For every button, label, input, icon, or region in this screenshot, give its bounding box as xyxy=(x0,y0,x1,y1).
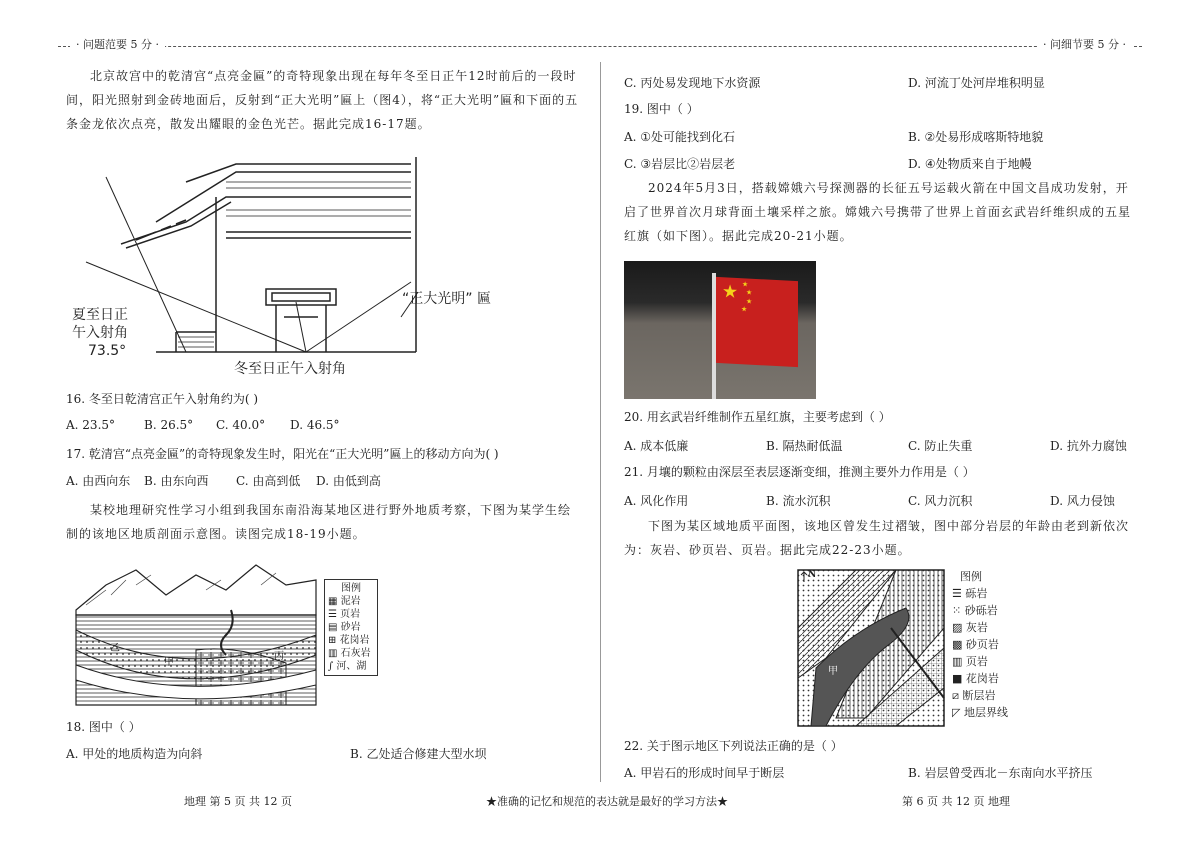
flag-small-star-icon: ★ xyxy=(742,280,749,289)
plan-map xyxy=(796,568,946,728)
q18-option-a: A. 甲处的地质构造为向斜 xyxy=(66,747,203,761)
figure-geologic-profile xyxy=(66,555,456,715)
intro-22-23: 下图为某区域地质平面图，该地区曾发生过褶皱，图中部分岩层的年龄由老到新依次为：灰岩、砂页岩、页岩。据此完成22-23小题。 xyxy=(624,519,1130,557)
q16-stem: 16. 冬至日乾清宫正午入射角约为( ) xyxy=(66,392,259,406)
legend-label: 河、湖 xyxy=(336,661,367,672)
map-legend-item: ⧄ 断层岩 xyxy=(952,689,996,702)
map-legend xyxy=(952,568,1008,721)
summer-angle-label xyxy=(72,306,128,360)
legend-item: ▤ 砂岩 xyxy=(328,622,361,633)
footer-right: 第 6 页 共 12 页 地理 xyxy=(902,795,1010,808)
legend-item: ⊞ 花岗岩 xyxy=(328,635,370,646)
intro-16-17: 北京故宫中的乾清宫“点亮金匾”的奇特现象出现在每年冬至日正午12时前后的一段时间，阳光照射到金砖地面后，反射到“正大光明”匾上（图4），将“正大光明”匾和下面的五条金龙依次点亮，散发出耀眼的金色光芒。据此完成16-17题。 xyxy=(66,69,579,131)
q20-option-a: A. 成本低廉 xyxy=(624,439,689,453)
plaque-label: “正大光明” 匾 xyxy=(402,291,491,307)
q22-option-a: A. 甲岩石的形成时间早于断层 xyxy=(624,766,785,780)
label-jia-map: 甲 xyxy=(828,666,838,677)
flag-big-star-icon: ★ xyxy=(722,281,739,304)
legend-item: ▥ 石灰岩 xyxy=(328,648,371,659)
header-right: · 问细节要 5 分 · xyxy=(1037,36,1132,52)
figure-palace xyxy=(66,152,491,382)
q18-stem: 18. 图中（ ） xyxy=(66,720,141,734)
profile-diagram xyxy=(66,555,326,715)
header-left: · 问题范要 5 分 · xyxy=(70,36,165,52)
summer-angle-value: 73.5° xyxy=(88,343,127,359)
map-legend-item: ⁙ 砂砾岩 xyxy=(952,604,998,617)
q20-option-d: D. 抗外力腐蚀 xyxy=(1050,439,1127,453)
q17-option-c: C. 由高到低 xyxy=(236,474,301,488)
legend-item: ▦ 泥岩 xyxy=(328,596,361,607)
q17-option-b: B. 由东向西 xyxy=(144,474,209,488)
q19-option-a: A. ①处可能找到化石 xyxy=(624,130,736,144)
q19-option-b: B. ②处易形成喀斯特地貌 xyxy=(908,130,1044,144)
map-legend-label: 砂砾岩 xyxy=(964,604,998,617)
q21-option-a: A. 风化作用 xyxy=(624,494,689,508)
q17-stem: 17. 乾清宫“点亮金匾”的奇特现象发生时，阳光在“正大光明”匾上的移动方向为( ) xyxy=(66,447,499,461)
map-legend-label: 地层界线 xyxy=(963,706,1008,719)
map-legend-item: ▥ 页岩 xyxy=(952,655,988,668)
north-label: N xyxy=(808,570,817,580)
column-divider xyxy=(600,62,601,782)
legend-item: ☰ 页岩 xyxy=(328,609,361,620)
q20-option-b: B. 隔热耐低温 xyxy=(766,439,843,453)
legend-label: 泥岩 xyxy=(340,596,361,607)
label-bing: 丙 xyxy=(274,651,284,662)
legend-title: 图例 xyxy=(341,583,361,594)
label-jia: 甲 xyxy=(164,657,174,668)
map-legend-label: 砂页岩 xyxy=(965,638,999,651)
legend-label: 石灰岩 xyxy=(340,648,371,659)
flag-small-star-icon: ★ xyxy=(746,297,753,306)
q18-option-c: C. 丙处易发现地下水资源 xyxy=(624,76,761,90)
map-legend-title: 图例 xyxy=(960,570,982,583)
legend-label: 花岗岩 xyxy=(339,635,370,646)
q16-option-b: B. 26.5° xyxy=(144,418,194,432)
q20-option-c: C. 防止失重 xyxy=(908,439,973,453)
legend-item: ∫ 河、湖 xyxy=(328,661,367,672)
q19-option-d: D. ④处物质来自于地幔 xyxy=(908,157,1032,171)
map-legend-label: 砾岩 xyxy=(965,587,988,600)
q22-stem: 22. 关于图示地区下列说法正确的是（ ） xyxy=(624,739,843,753)
profile-legend xyxy=(324,579,378,676)
footer-center: ★准确的记忆和规范的表达就是最好的学习方法★ xyxy=(486,795,728,808)
q21-option-d: D. 风力侵蚀 xyxy=(1050,494,1115,508)
footer-left: 地理 第 5 页 共 12 页 xyxy=(184,795,292,808)
flag-small-star-icon: ★ xyxy=(741,305,748,314)
q20-stem: 20. 用玄武岩纤维制作五星红旗，主要考虑到（ ） xyxy=(624,410,891,424)
header-rule xyxy=(58,46,1142,47)
map-legend-item: ■ 花岗岩 xyxy=(952,672,999,685)
map-legend-item: ▩ 砂页岩 xyxy=(952,638,999,651)
intro-18-19: 某校地理研究性学习小组到我国东南沿海某地区进行野外地质考察，下图为某学生绘制的该地区地质剖面示意图。读图完成18-19小题。 xyxy=(66,503,572,541)
winter-angle-label: 冬至日正午入射角 xyxy=(234,361,346,377)
q19-stem: 19. 图中（ ） xyxy=(624,102,699,116)
q16-option-a: A. 23.5° xyxy=(66,418,116,432)
q17-option-a: A. 由西向东 xyxy=(66,474,131,488)
flag-photo xyxy=(624,261,816,399)
summer-label-line1: 夏至日正 xyxy=(72,307,128,323)
q21-option-c: C. 风力沉积 xyxy=(908,494,973,508)
q18-option-d: D. 河流丁处河岸堆积明显 xyxy=(908,76,1045,90)
q21-option-b: B. 流水沉积 xyxy=(766,494,831,508)
map-legend-label: 断层岩 xyxy=(962,689,996,702)
label-yi: 乙 xyxy=(110,643,120,654)
map-legend-label: 灰岩 xyxy=(965,621,988,634)
q17-option-d: D. 由低到高 xyxy=(316,474,381,488)
q22-option-b: B. 岩层曾受西北－东南向水平挤压 xyxy=(908,766,1093,780)
legend-label: 砂岩 xyxy=(340,622,361,633)
map-legend-item: ☰ 砾岩 xyxy=(952,587,988,600)
map-legend-item: ▨ 灰岩 xyxy=(952,621,988,634)
q16-option-c: C. 40.0° xyxy=(216,418,266,432)
flag-small-star-icon: ★ xyxy=(746,288,753,297)
q18-option-b: B. 乙处适合修建大型水坝 xyxy=(350,747,487,761)
q21-stem: 21. 月壤的颗粒由深层至表层逐渐变细，推测主要外力作用是（ ） xyxy=(624,465,975,479)
q16-option-d: D. 46.5° xyxy=(290,418,340,432)
intro-20-21: 2024年5月3日，搭载嫦娥六号探测器的长征五号运载火箭在中国文昌成功发射，开启了世界首次月球背面土壤采样之旅。嫦娥六号携带了世界上首面玄武岩纤维织成的五星红旗（如下图）。据此完成20-21小题。 xyxy=(624,181,1132,243)
chinese-flag xyxy=(716,277,798,367)
map-legend-item: ◸ 地层界线 xyxy=(952,706,1008,719)
q19-option-c: C. ③岩层比②岩层老 xyxy=(624,157,736,171)
figure-geologic-map xyxy=(796,568,1046,728)
legend-label: 页岩 xyxy=(340,609,361,620)
summer-label-line2: 午入射角 xyxy=(72,325,128,341)
map-legend-label: 页岩 xyxy=(965,655,988,668)
map-legend-label: 花岗岩 xyxy=(965,672,999,685)
